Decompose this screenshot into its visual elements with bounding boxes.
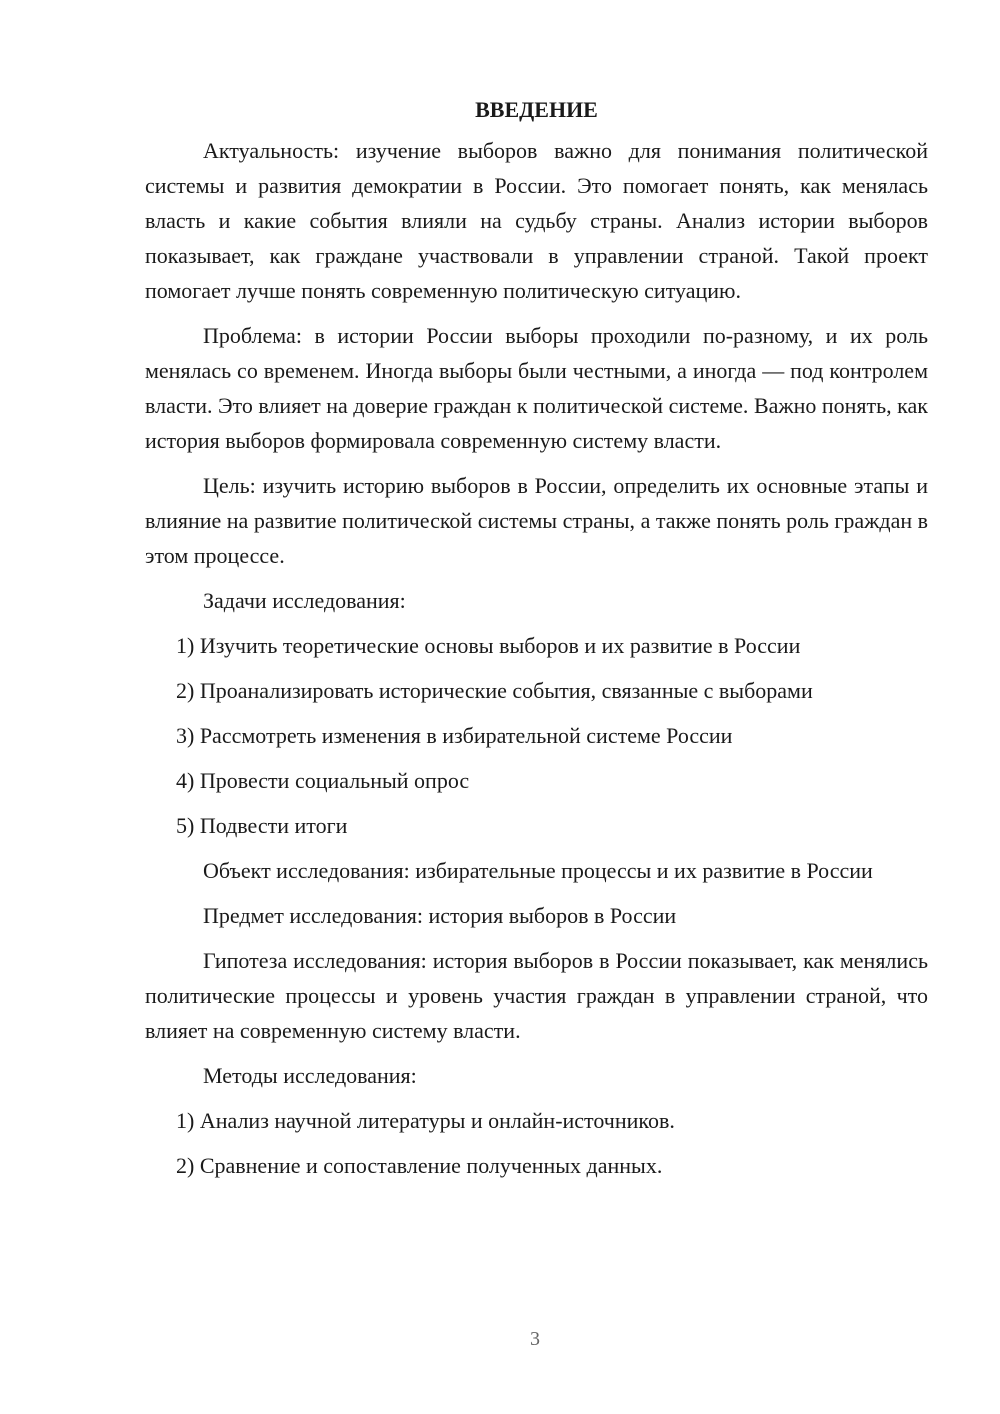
task-item-1: 1) Изучить теоретические основы выборов и их развитие в России bbox=[176, 633, 801, 658]
section-heading: ВВЕДЕНИЕ bbox=[475, 97, 598, 122]
paragraph-goal: Цель: изучить историю выборов в России, определить их основные этапы и влияние на развитие политической системы страны, а также понять роль граждан в этом процессе. bbox=[145, 473, 928, 568]
task-item-5: 5) Подвести итоги bbox=[176, 813, 348, 838]
method-item-2: 2) Сравнение и сопоставление полученных данных. bbox=[176, 1153, 663, 1178]
document-page bbox=[145, 92, 928, 1193]
tasks-label: Задачи исследования: bbox=[203, 588, 406, 613]
tasks-list bbox=[145, 628, 928, 843]
task-item-3: 3) Рассмотреть изменения в избирательной системе России bbox=[176, 723, 733, 748]
task-item-2: 2) Проанализировать исторические события, связанные с выборами bbox=[176, 678, 813, 703]
methods-label: Методы исследования: bbox=[203, 1063, 417, 1088]
page-number: 3 bbox=[530, 1328, 540, 1350]
paragraph-problem: Проблема: в истории России выборы проходили по-разному, и их роль менялась со временем. Иногда выборы были честными, а иногда — под контролем власти. Это влияет на доверие граждан к политической системе. Важно понять, как история выборов формировала современную систему власти. bbox=[145, 323, 928, 453]
task-item-4: 4) Провести социальный опрос bbox=[176, 768, 470, 793]
paragraph-object: Объект исследования: избирательные процессы и их развитие в России bbox=[203, 858, 873, 883]
method-item-1: 1) Анализ научной литературы и онлайн-источников. bbox=[176, 1108, 675, 1133]
methods-list bbox=[145, 1103, 928, 1183]
paragraph-relevance: Актуальность: изучение выборов важно для понимания политической системы и развития демократии в России. Это помогает понять, как менялась власть и какие события влияли на судьбу страны. Анализ истории выборов показывает, как граждане участвовали в управлении страной. Такой проект помогает лучше понять современную политическую ситуацию. bbox=[145, 138, 928, 303]
paragraph-subject: Предмет исследования: история выборов в России bbox=[203, 903, 677, 928]
paragraph-hypothesis: Гипотеза исследования: история выборов в России показывает, как менялись политические процессы и уровень участия граждан в управлении страной, что влияет на современную систему власти. bbox=[145, 948, 928, 1043]
